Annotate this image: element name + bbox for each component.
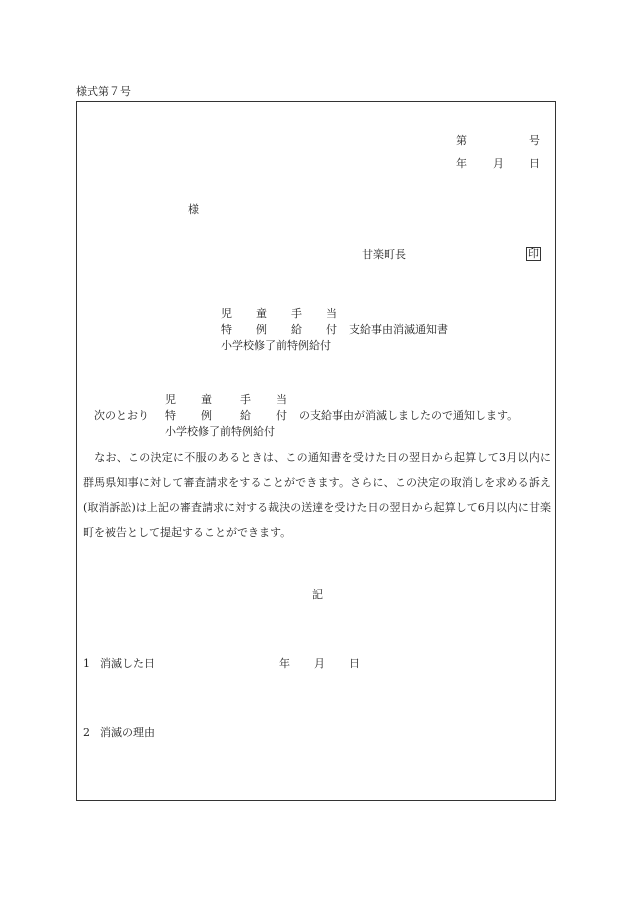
ki-heading: 記 [312, 588, 323, 601]
date-month: 月 [493, 157, 504, 170]
notice-line1-c4: 当 [276, 393, 287, 406]
title-suffix: 支給事由消滅通知書 [349, 323, 448, 336]
item2-label: 消滅の理由 [100, 726, 155, 739]
number-suffix: 号 [529, 134, 540, 147]
item1-number: 1 [83, 657, 90, 670]
title-line1-c2: 童 [256, 307, 267, 320]
title-line2-c2: 例 [256, 323, 267, 336]
title-line1-c3: 手 [291, 307, 302, 320]
notice-line2-c2: 例 [201, 409, 212, 422]
seal-mark: 印 [528, 247, 539, 260]
item1-year: 年 [279, 657, 290, 670]
title-line2-c1: 特 [221, 323, 232, 336]
form-number: 様式第７号 [76, 85, 131, 98]
issuer-title: 甘楽町長 [362, 248, 406, 261]
appeal-paragraph [83, 445, 551, 545]
title-line1-c1: 児 [221, 307, 232, 320]
notice-tail: の支給事由が消滅しましたので通知します。 [299, 409, 519, 422]
item2-number: 2 [83, 726, 90, 739]
notice-line3: 小学校修了前特例給付 [165, 425, 275, 438]
item1-label: 消滅した日 [100, 657, 155, 670]
notice-line1-c1: 児 [165, 393, 176, 406]
number-prefix: 第 [456, 134, 467, 147]
title-line3: 小学校修了前特例給付 [221, 339, 331, 352]
notice-line1-c3: 手 [240, 393, 251, 406]
item1-day: 日 [349, 657, 360, 670]
appeal-text: なお、この決定に不服のあるときは、この通知書を受けた日の翌日から起算して3月以内に群馬県知事に対して審査請求をすることができます。さらに、この決定の取消しを求める訴え(取消訴訟)は上記の審査請求に対する裁決の送達を受けた日の翌日から起算して6月以内に甘楽町を被告として提起することができます。 [83, 451, 552, 539]
date-day: 日 [529, 157, 540, 170]
notice-lead: 次のとおり [94, 409, 149, 422]
notice-line2-c3: 給 [240, 409, 251, 422]
title-line2-c4: 付 [326, 323, 337, 336]
item1-month: 月 [314, 657, 325, 670]
date-year: 年 [456, 157, 467, 170]
addressee-honorific: 様 [188, 203, 199, 216]
notice-line1-c2: 童 [201, 393, 212, 406]
title-line1-c4: 当 [326, 307, 337, 320]
notice-line2-c4: 付 [276, 409, 287, 422]
notice-line2-c1: 特 [165, 409, 176, 422]
title-line2-c3: 給 [291, 323, 302, 336]
